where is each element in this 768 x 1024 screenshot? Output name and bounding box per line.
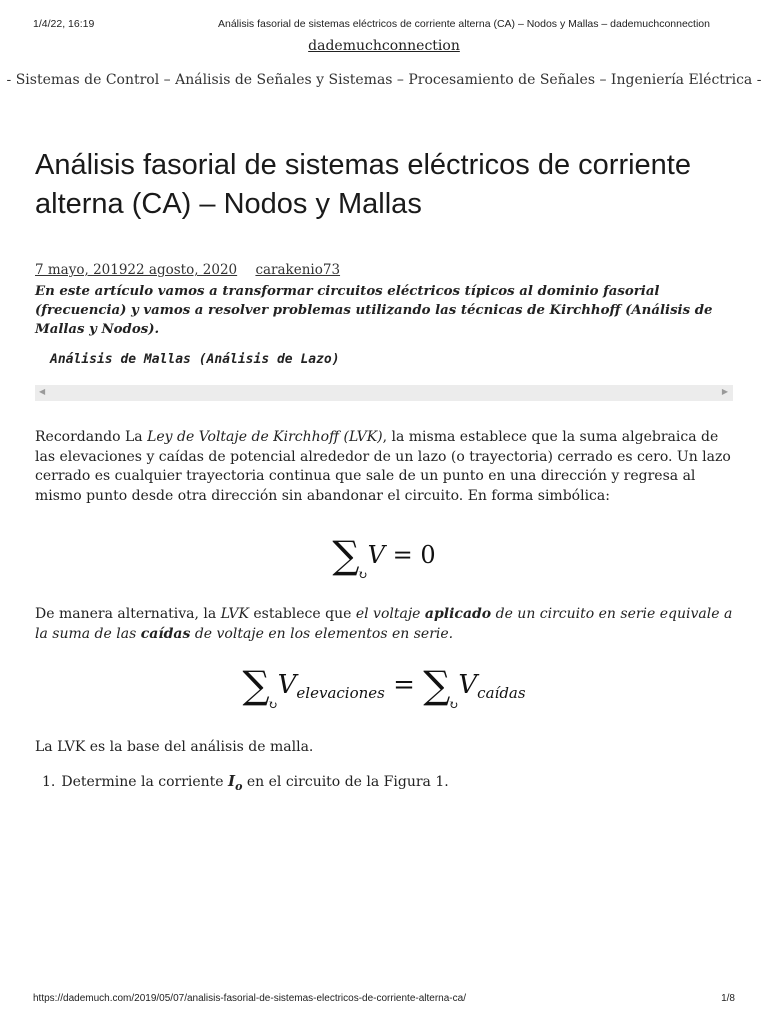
- emphasis-caidas: caídas: [140, 625, 191, 642]
- paragraph-lvk-basis: La LVK es la base del análisis de malla.: [35, 739, 314, 755]
- author-link[interactable]: carakenio73: [255, 262, 341, 278]
- loop-arrow-icon: ↻: [267, 698, 278, 712]
- text-run: Recordando La: [35, 429, 148, 445]
- post-title: Análisis fasorial de sistemas eléctricos de corriente alterna (CA) – Nodos y Mallas: [35, 149, 691, 220]
- subscript-caidas: caídas: [477, 684, 526, 702]
- problem-list-item: [42, 772, 449, 793]
- sum-symbol: ∑: [332, 533, 360, 577]
- post-date-link[interactable]: 7 mayo, 201922 agosto, 2020: [35, 262, 238, 278]
- loop-arrow-icon: ↻: [448, 698, 459, 712]
- site-name-link[interactable]: dademuchconnection: [308, 38, 460, 54]
- loop-arrow-icon: ↻: [357, 568, 368, 582]
- current-io-symbol: [228, 772, 243, 793]
- emphasis-aplicado: aplicado: [424, 606, 492, 622]
- code-block-heading: Análisis de Mallas (Análisis de Lazo): [50, 352, 340, 367]
- scroll-left-icon[interactable]: ◀: [39, 387, 46, 396]
- code-block-scrollbar[interactable]: [35, 385, 733, 401]
- print-date: 1/4/22, 16:19: [33, 18, 95, 30]
- text-run: De manera alternativa, la: [35, 606, 221, 622]
- lvk-abbrev: LVK: [220, 606, 249, 622]
- print-url: https://dademuch.com/2019/05/07/analisis-fasorial-de-sistemas-electricos-de-corriente-alterna-ca/: [33, 993, 466, 1004]
- site-description: - Sistemas de Control – Análisis de Señales y Sistemas – Procesamiento de Señales – Ingeniería Eléctrica -: [6, 72, 762, 88]
- text-run: el voltaje: [355, 606, 425, 622]
- scroll-right-icon[interactable]: ▶: [721, 387, 728, 396]
- sum-symbol: ∑: [423, 663, 451, 707]
- current-subscript: o: [235, 780, 243, 793]
- text-run: Determine la corriente: [61, 774, 229, 790]
- text-run: en el circuito de la Figura 1.: [242, 774, 449, 790]
- print-page-title: Análisis fasorial de sistemas eléctricos de corriente alterna (CA) – Nodos y Mallas – dademuchconnection: [218, 18, 710, 30]
- sum-symbol: ∑: [242, 663, 270, 707]
- equals-sign: =: [384, 670, 424, 700]
- equation-elevations-drops: [0, 658, 768, 712]
- equation-kvl-sum: [0, 528, 768, 582]
- text-run: de voltaje en los elementos en serie.: [190, 625, 454, 642]
- paragraph-lvk-intro: [35, 428, 733, 506]
- post-meta: [35, 262, 340, 278]
- print-page-number: 1/8: [721, 993, 735, 1004]
- text-run: , la misma establece que la suma algebraica de las elevaciones y caídas de potencial alrededor de un lazo (o trayectoria) cerrado es cero. Un lazo cerrado es cualquier trayectoria continua que sale de un punto en una dirección y regresa al mismo punto desde otra dirección sin abandonar el circuito. En forma simbólica:: [35, 429, 731, 504]
- text-run: de un circuito en serie equivale a la suma de las: [35, 606, 733, 642]
- paragraph-lvk-alternative: [35, 605, 733, 644]
- equation-variable: V: [458, 670, 478, 700]
- list-number: 1.: [42, 774, 56, 790]
- equation-variable: V: [277, 670, 297, 700]
- current-variable: I: [228, 772, 236, 790]
- subscript-elevaciones: elevaciones: [296, 684, 385, 702]
- text-run: establece que: [248, 606, 356, 622]
- equation-variable: V: [367, 541, 385, 569]
- lvk-term: Ley de Voltaje de Kirchhoff (LVK): [147, 429, 383, 445]
- post-intro: En este artículo vamos a transformar circuitos eléctricos típicos al dominio fasorial (frecuencia) y vamos a resolver problemas utilizando las técnicas de Kirchhoff (Análisis de Mallas y Nodos).: [35, 284, 713, 337]
- equation-rhs: = 0: [384, 541, 436, 569]
